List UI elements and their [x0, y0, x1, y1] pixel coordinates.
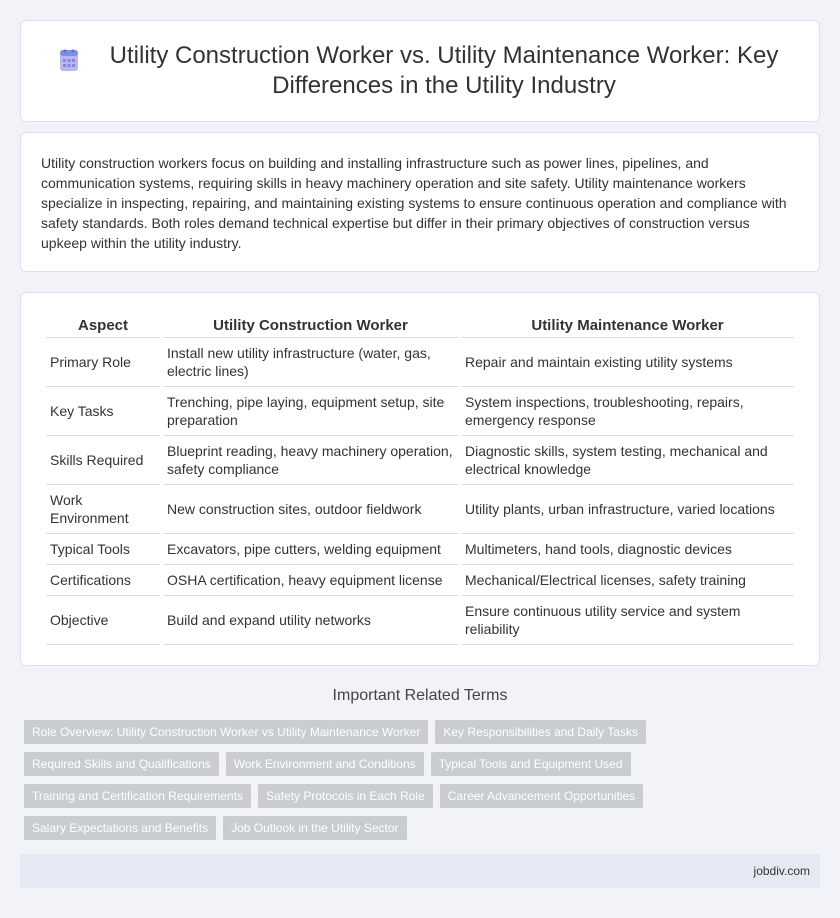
related-terms-title: Important Related Terms	[332, 687, 508, 704]
related-term-tag[interactable]: Salary Expectations and Benefits	[24, 816, 216, 840]
construction-cell: Excavators, pipe cutters, welding equipment	[163, 534, 458, 565]
column-header-construction: Utility Construction Worker	[163, 309, 458, 338]
column-header-aspect: Aspect	[46, 309, 160, 338]
intro-text: Utility construction workers focus on building and installing infrastructure such as power lines, pipelines, and communication systems, requiring skills in heavy machinery operation and site safety. Utility maintenance workers specialize in inspecting, repairing, and maintaining existing systems to ensure continuous operation and compliance with safety standards. Both roles demand technical expertise but differ in their primary objectives of construction versus upkeep within the utility industry.	[41, 155, 787, 251]
maintenance-cell: Mechanical/Electrical licenses, safety training	[461, 565, 794, 596]
construction-cell: Trenching, pipe laying, equipment setup, site preparation	[163, 387, 458, 436]
maintenance-cell: Utility plants, urban infrastructure, varied locations	[461, 485, 794, 534]
related-term-tag[interactable]: Key Responsibilities and Daily Tasks	[435, 720, 646, 744]
table-row	[46, 485, 794, 534]
aspect-cell: Certifications	[46, 565, 160, 596]
comparison-table	[43, 309, 797, 645]
footer	[20, 854, 820, 888]
maintenance-cell: Ensure continuous utility service and system reliability	[461, 596, 794, 645]
construction-cell: Build and expand utility networks	[163, 596, 458, 645]
table-row	[46, 534, 794, 565]
comparison-table-card	[20, 292, 820, 666]
maintenance-cell: System inspections, troubleshooting, repairs, emergency response	[461, 387, 794, 436]
table-row	[46, 565, 794, 596]
aspect-cell: Key Tasks	[46, 387, 160, 436]
construction-cell: Install new utility infrastructure (water, gas, electric lines)	[163, 338, 458, 387]
construction-cell: New construction sites, outdoor fieldwork	[163, 485, 458, 534]
construction-cell: Blueprint reading, heavy machinery operation, safety compliance	[163, 436, 458, 485]
tag-row	[24, 784, 824, 808]
tag-row	[24, 816, 824, 840]
page-title: Utility Construction Worker vs. Utility Maintenance Worker: Key Differences in the Utility Industry	[109, 42, 779, 99]
related-term-tag[interactable]: Job Outlook in the Utility Sector	[223, 816, 406, 840]
table-row	[46, 596, 794, 645]
header-inner	[56, 41, 784, 101]
maintenance-cell: Diagnostic skills, system testing, mechanical and electrical knowledge	[461, 436, 794, 485]
related-term-tag[interactable]: Safety Protocols in Each Role	[258, 784, 433, 808]
related-term-tag[interactable]: Role Overview: Utility Construction Worker vs Utility Maintenance Worker	[24, 720, 428, 744]
maintenance-cell: Repair and maintain existing utility systems	[461, 338, 794, 387]
intro-card	[20, 132, 820, 272]
related-term-tag[interactable]: Required Skills and Qualifications	[24, 752, 219, 776]
tag-row	[24, 752, 824, 776]
column-header-maintenance: Utility Maintenance Worker	[461, 309, 794, 338]
aspect-cell: Skills Required	[46, 436, 160, 485]
related-term-tag[interactable]: Career Advancement Opportunities	[440, 784, 643, 808]
tag-row	[24, 720, 824, 744]
table-row	[46, 436, 794, 485]
aspect-cell: Objective	[46, 596, 160, 645]
aspect-cell: Work Environment	[46, 485, 160, 534]
related-term-tag[interactable]: Work Environment and Conditions	[226, 752, 424, 776]
related-term-tag[interactable]: Typical Tools and Equipment Used	[431, 752, 631, 776]
construction-cell: OSHA certification, heavy equipment license	[163, 565, 458, 596]
aspect-cell: Typical Tools	[46, 534, 160, 565]
aspect-cell: Primary Role	[46, 338, 160, 387]
table-row	[46, 338, 794, 387]
related-term-tag[interactable]: Training and Certification Requirements	[24, 784, 251, 808]
related-terms-tags	[24, 720, 824, 848]
table-header-row	[46, 309, 794, 338]
header-card	[20, 20, 820, 122]
table-row	[46, 387, 794, 436]
maintenance-cell: Multimeters, hand tools, diagnostic devices	[461, 534, 794, 565]
footer-site-link[interactable]: jobdiv.com	[753, 864, 810, 878]
document-icon	[56, 47, 82, 73]
